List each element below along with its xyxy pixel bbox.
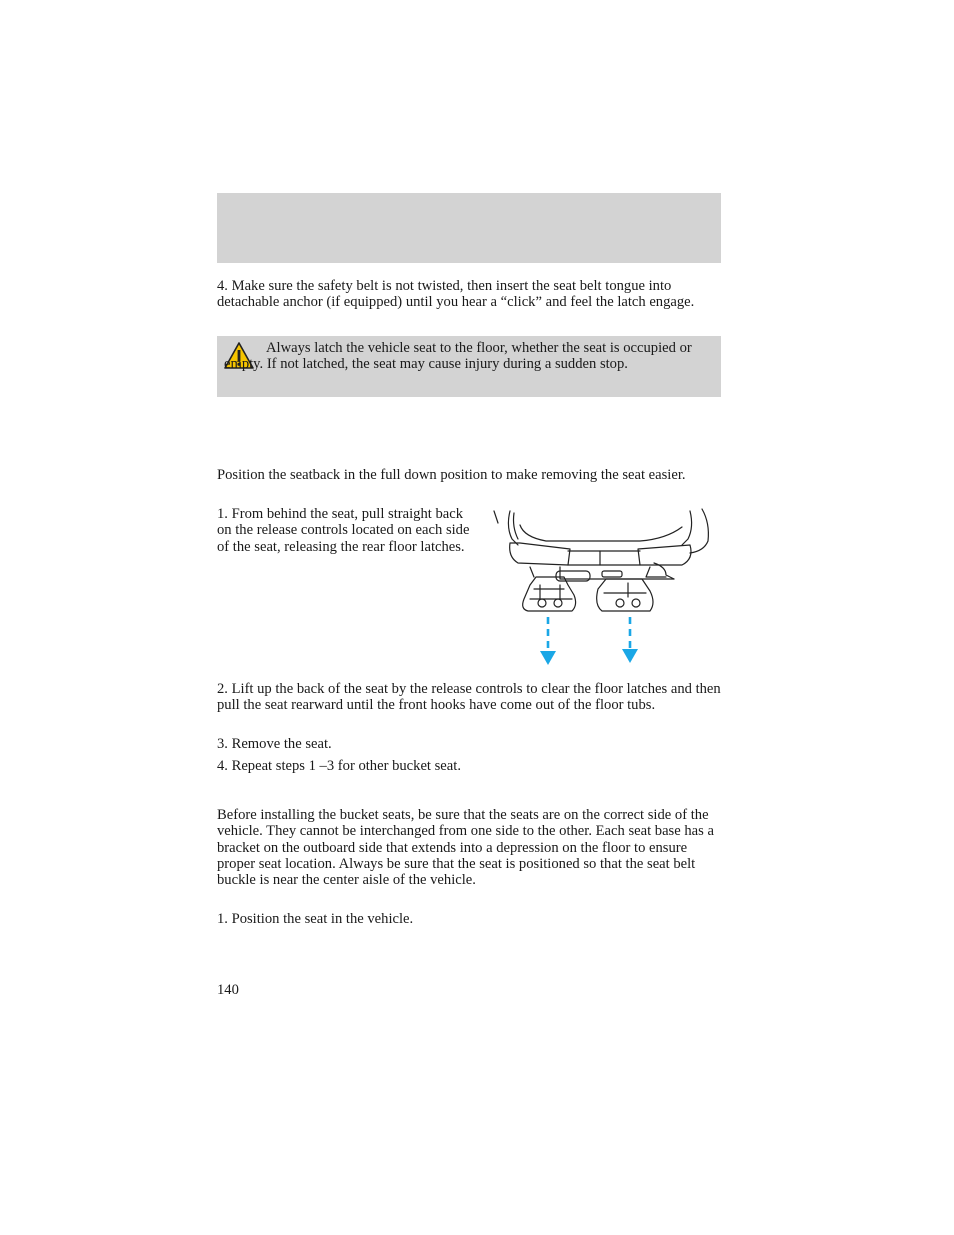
removal-intro-text: Position the seatback in the full down position to make removing the seat easier. — [217, 467, 686, 483]
removal-step4-text: 4. Repeat steps 1 –3 for other bucket seat. — [217, 758, 461, 774]
removal-step2-text: 2. Lift up the back of the seat by the release controls to clear the floor latches and then pull the seat rearward until the front hooks have come out of the floor tubs. — [217, 681, 721, 714]
install-step1-text: 1. Position the seat in the vehicle. — [217, 911, 414, 927]
page-number: 140 — [217, 982, 239, 998]
seat-release-illustration — [490, 505, 720, 670]
warning-box — [217, 336, 721, 397]
removal-step1-text: 1. From behind the seat, pull straight back on the release controls located on each side of the seat, releasing the rear floor latches. — [217, 506, 470, 555]
warning-text: Always latch the vehicle seat to the floor, whether the seat is occupied or empty. If not latched, the seat may cause injury during a sudden stop. — [224, 340, 692, 373]
header-band — [217, 193, 721, 263]
step4-install-text: 4. Make sure the safety belt is not twisted, then insert the seat belt tongue into detachable anchor (if equipped) until you hear a “click” and feel the latch engage. — [217, 278, 695, 311]
install-intro-text: Before installing the bucket seats, be sure that the seats are on the correct side of the vehicle. They cannot be interchanged from one side to the other. Each seat base has a bracket on the outboard side that extends into a depression on the floor to ensure proper seat location. Always be sure that the seat is positioned so that the seat belt buckle is near the center aisle of the vehicle. — [217, 807, 714, 889]
removal-step3-text: 3. Remove the seat. — [217, 736, 332, 752]
